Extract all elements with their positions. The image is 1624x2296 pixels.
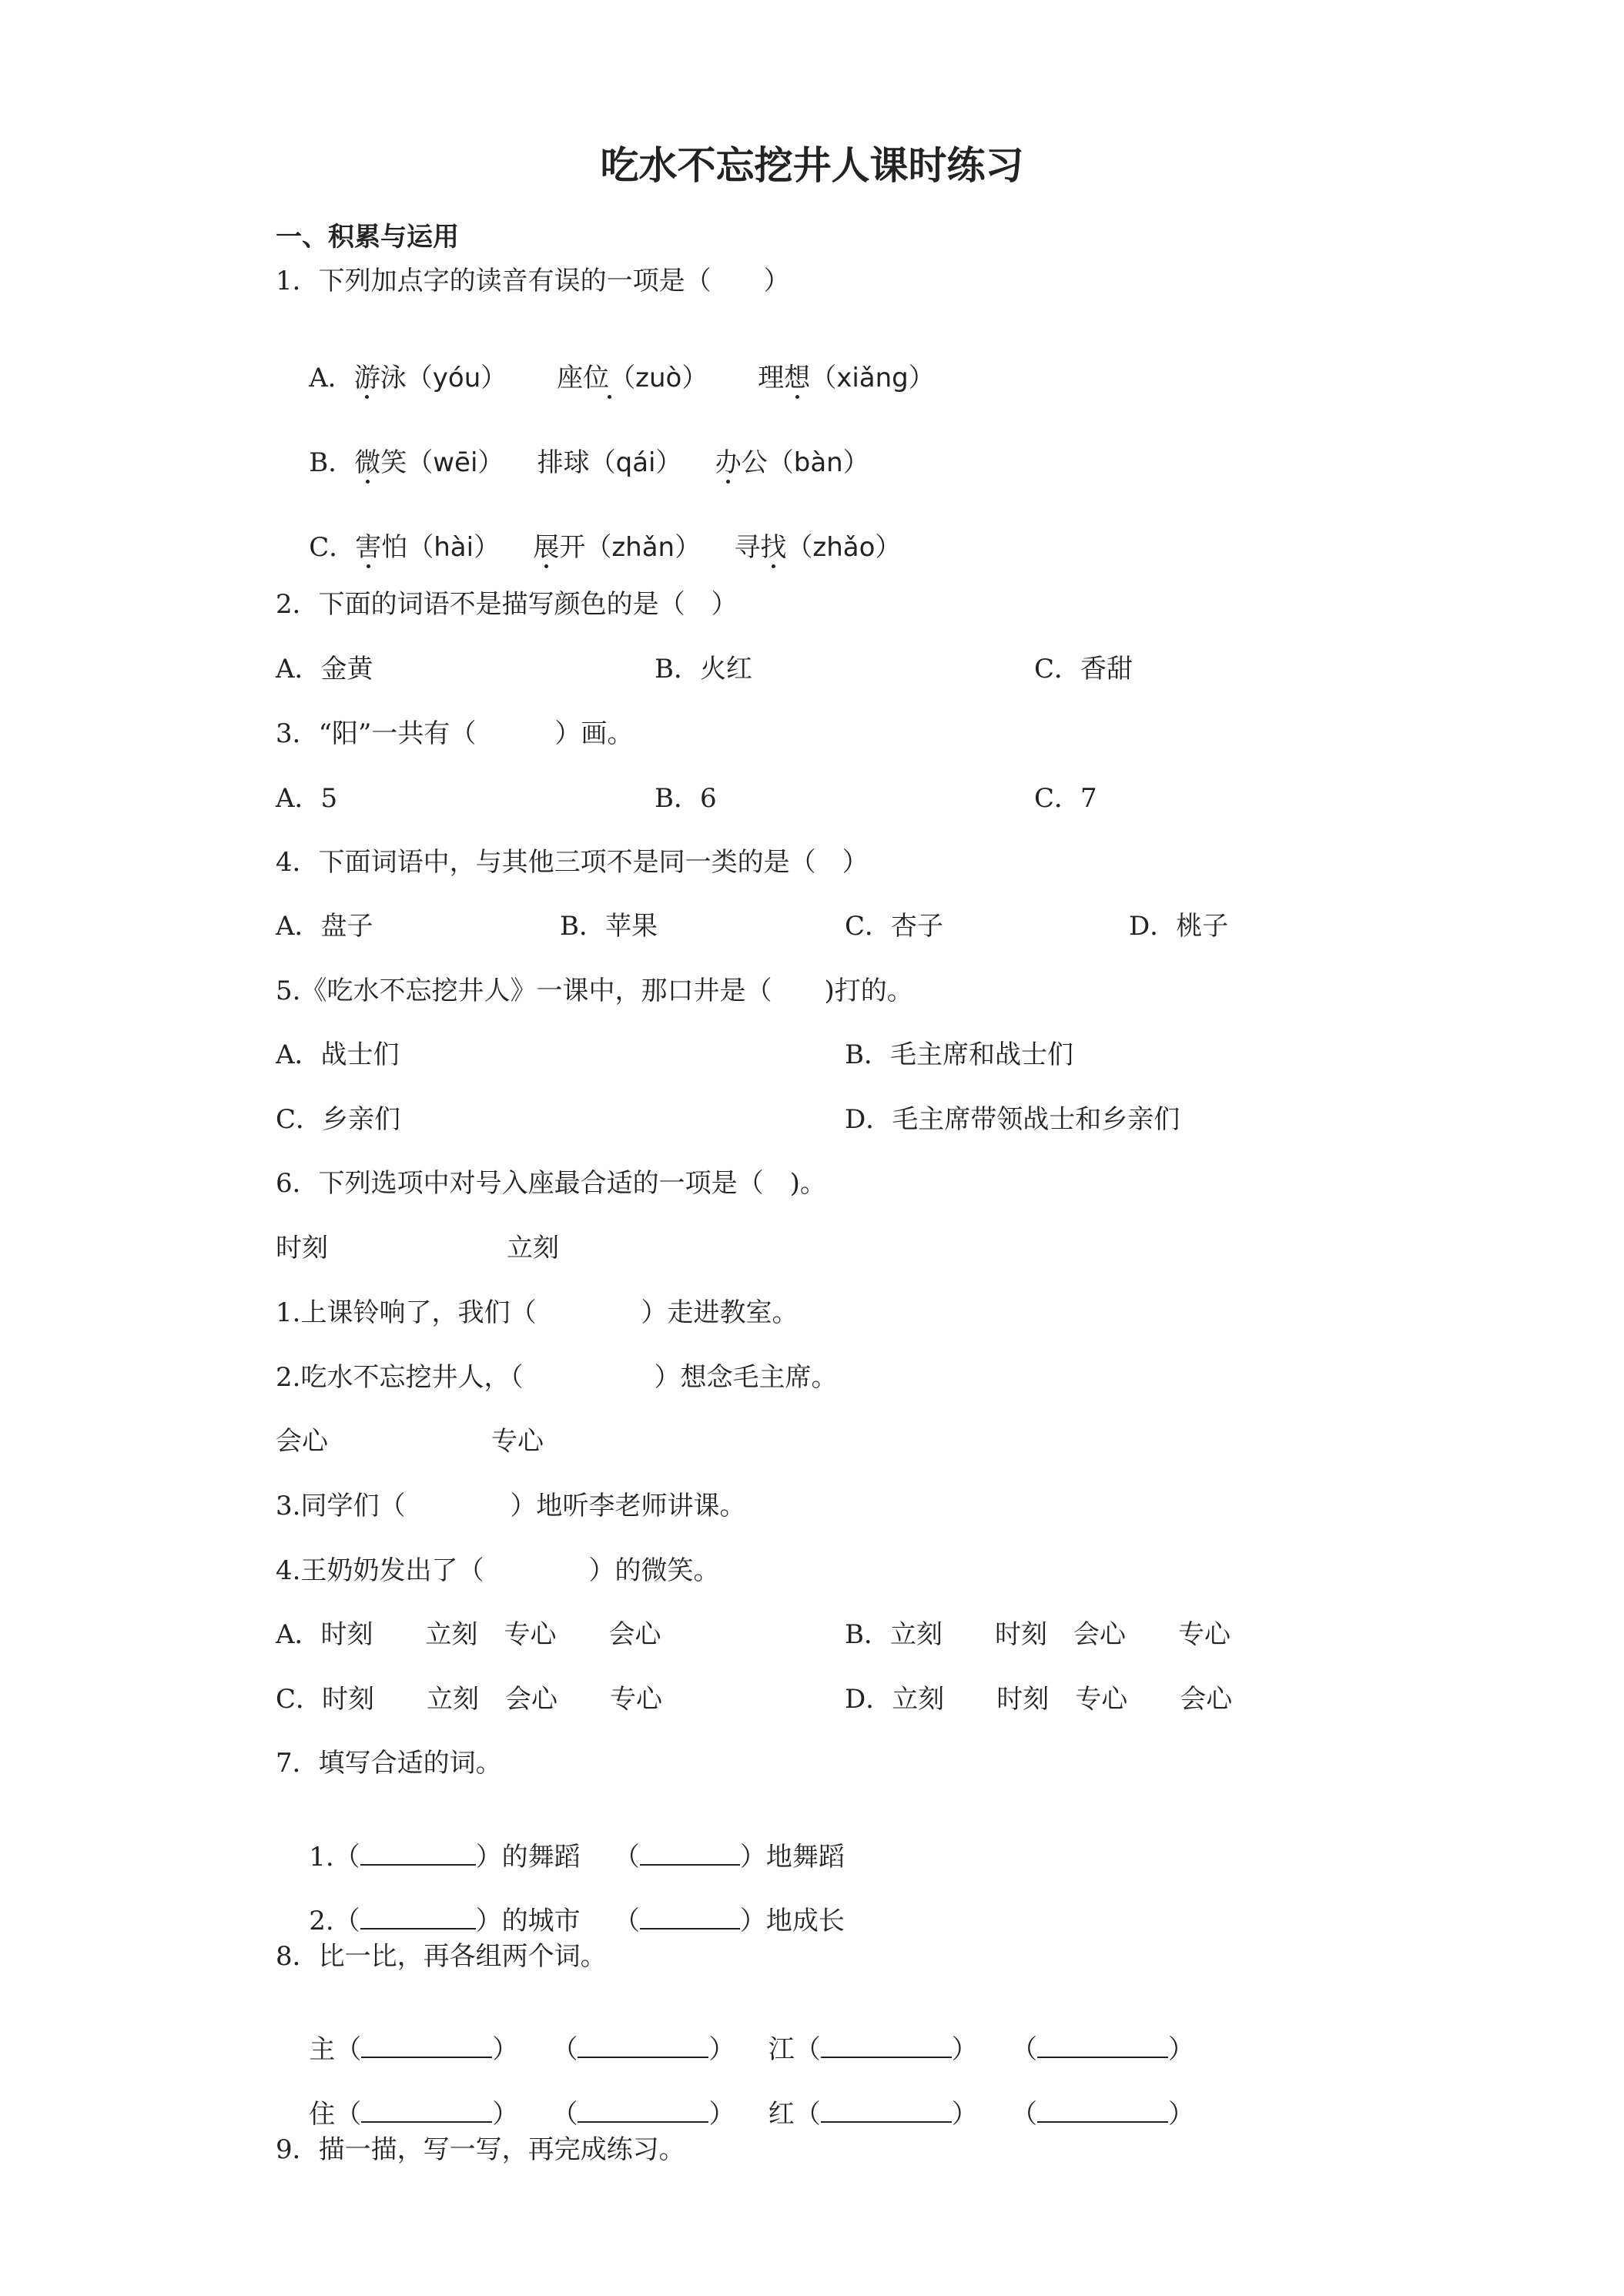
question-7-row-1: 1.（ ）的舞蹈 （ ）地舞蹈 — [309, 1842, 845, 1873]
question-6-stem: 6．下列选项中对号入座最合适的一项是（ )。 — [276, 1168, 826, 1199]
question-5-option-b: B．毛主席和战士们 — [845, 1039, 1073, 1070]
question-4-option-c: C．杏子 — [845, 911, 944, 942]
question-6-option-a: A．时刻 立刻 专心 会心 — [276, 1619, 661, 1650]
fill-blank[interactable] — [821, 2098, 952, 2123]
question-8-row-2: 住（ ） （ ） 红（ ） （ ） — [309, 2099, 1194, 2130]
fill-blank[interactable] — [360, 1905, 476, 1930]
section-heading: 一、积累与运用 — [276, 222, 459, 253]
question-5-option-a: A．战士们 — [276, 1039, 400, 1070]
question-7-stem: 7．填写合适的词。 — [276, 1748, 502, 1779]
question-5-option-d: D．毛主席带领战士和乡亲们 — [845, 1104, 1180, 1135]
fill-blank[interactable] — [361, 2098, 492, 2123]
question-1-option-b: B．微笑（wēi） 排球（qái） 办公（bàn） — [309, 447, 869, 478]
question-4-option-d: D．桃子 — [1129, 911, 1229, 942]
question-6-option-b: B．立刻 时刻 会心 专心 — [845, 1619, 1231, 1650]
fill-blank[interactable] — [578, 2098, 708, 2123]
question-3-option-a: A．5 — [276, 783, 338, 814]
question-6-option-d: D．立刻 时刻 专心 会心 — [845, 1684, 1233, 1715]
question-6-word-b: 立刻 — [507, 1233, 559, 1263]
question-1-stem: 1．下列加点字的读音有误的一项是（ ） — [276, 266, 790, 296]
question-3-option-c: C．7 — [1034, 783, 1097, 814]
question-6-sentence-2: 2.吃水不忘挖井人，（ ）想念毛主席。 — [276, 1362, 838, 1393]
question-2-stem: 2．下面的词语不是描写颜色的是（ ） — [276, 589, 738, 620]
question-4-option-b: B．苹果 — [560, 911, 658, 942]
question-8-row-1: 主（ ） （ ） 江（ ） （ ） — [309, 2034, 1194, 2065]
question-4-option-a: A．盘子 — [276, 911, 373, 942]
question-6-word-a: 时刻 — [276, 1233, 328, 1263]
question-5-option-c: C．乡亲们 — [276, 1104, 401, 1135]
fill-blank[interactable] — [1037, 2098, 1168, 2123]
question-8-stem: 8．比一比，再各组两个词。 — [276, 1941, 607, 1972]
fill-blank[interactable] — [578, 2033, 708, 2058]
page-title: 吃水不忘挖井人课时练习 — [600, 143, 1024, 188]
fill-blank[interactable] — [1037, 2033, 1168, 2058]
question-6-word-d: 专心 — [491, 1426, 544, 1457]
question-9-stem: 9．描一描，写一写，再完成练习。 — [276, 2134, 685, 2165]
question-6-sentence-1: 1.上课铃响了，我们（ ）走进教室。 — [276, 1297, 799, 1328]
fill-blank[interactable] — [821, 2033, 952, 2058]
question-1-option-a: A．游泳（yóu） 座位（zuò） 理想（xiǎng） — [309, 363, 935, 393]
question-7-row-2: 2.（ ）的城市 （ ）地成长 — [309, 1906, 845, 1936]
fill-blank[interactable] — [640, 1841, 740, 1866]
question-1-option-c: C．害怕（hài） 展开（zhǎn） 寻找（zhǎo） — [309, 532, 902, 563]
question-3-stem: 3．“阳”一共有（ ）画。 — [276, 718, 634, 749]
question-3-option-b: B．6 — [655, 783, 717, 814]
question-5-stem: 5.《吃水不忘挖井人》一课中，那口井是（ )打的。 — [276, 976, 913, 1006]
question-6-sentence-4: 4.王奶奶发出了（ ）的微笑。 — [276, 1555, 720, 1586]
question-6-option-c: C．时刻 立刻 会心 专心 — [276, 1684, 663, 1715]
fill-blank[interactable] — [360, 1841, 476, 1866]
question-4-stem: 4．下面词语中，与其他三项不是同一类的是（ ） — [276, 847, 869, 878]
question-6-word-c: 会心 — [276, 1426, 328, 1457]
question-2-option-a: A．金黄 — [276, 654, 373, 684]
question-2-option-c: C．香甜 — [1034, 654, 1133, 684]
fill-blank[interactable] — [361, 2033, 492, 2058]
question-2-option-b: B．火红 — [655, 654, 752, 684]
question-6-sentence-3: 3.同学们（ ）地听李老师讲课。 — [276, 1491, 746, 1521]
fill-blank[interactable] — [640, 1905, 740, 1930]
